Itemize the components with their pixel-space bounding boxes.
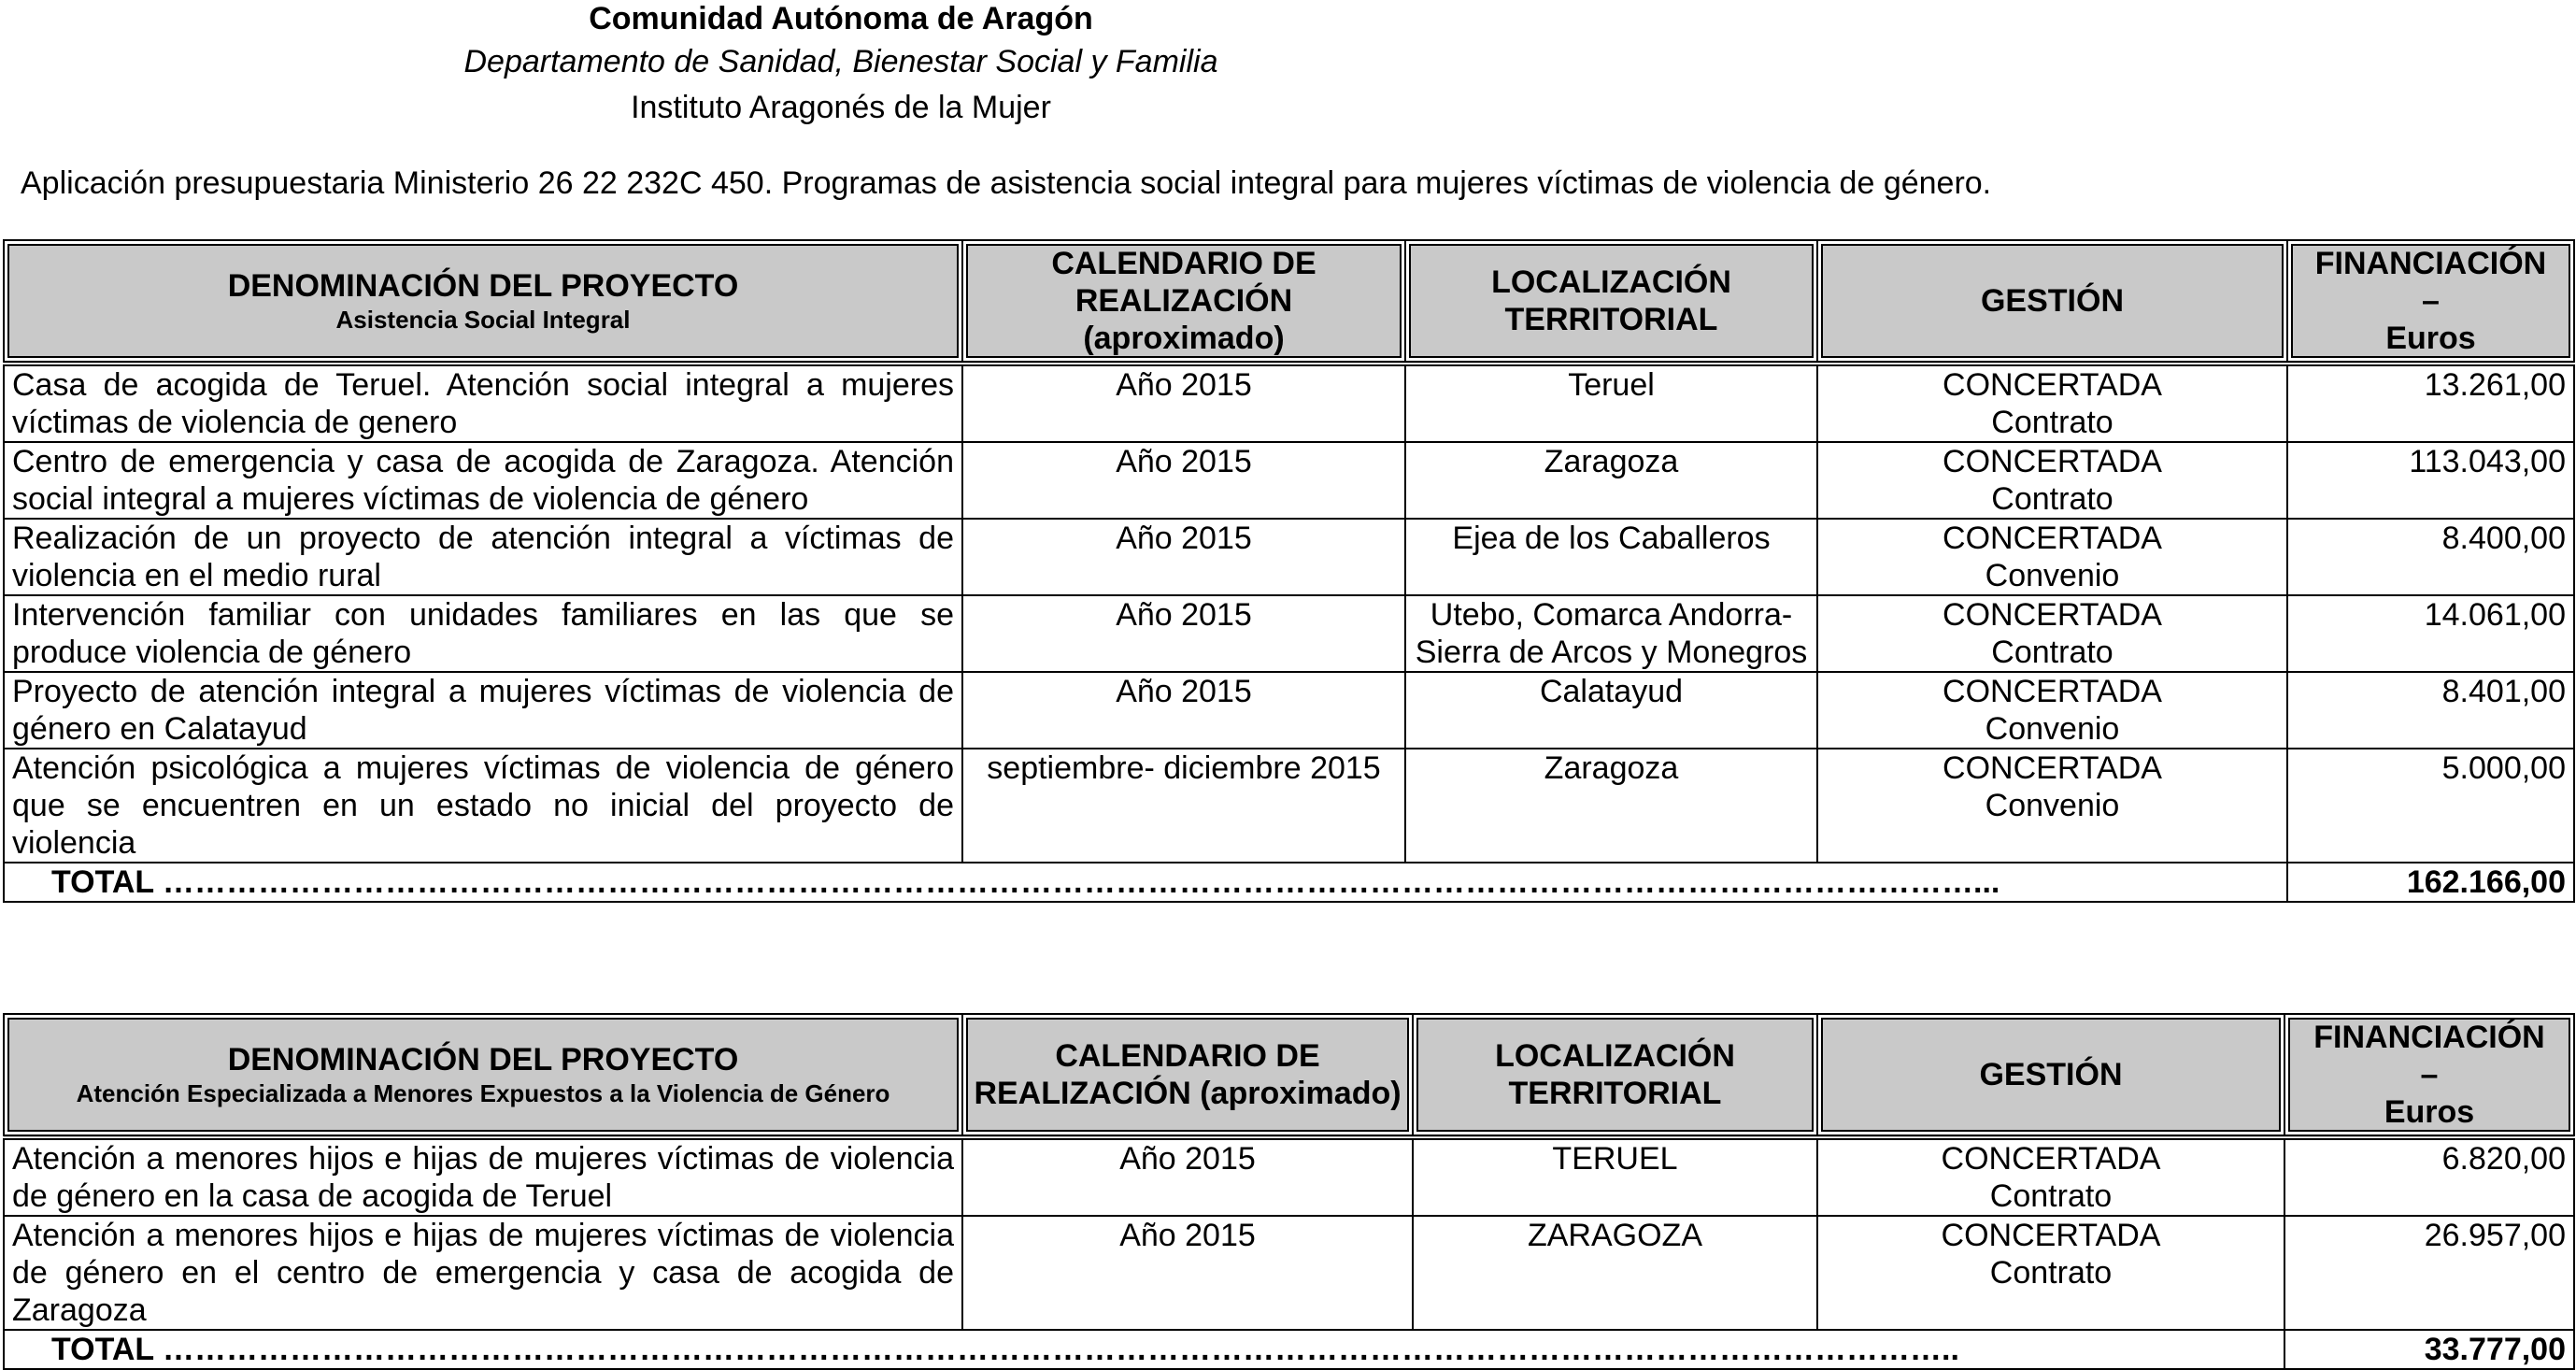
management-mode: CONCERTADA [1941,1141,2161,1177]
table-subtitle: Atención Especializada a Menores Expuestos a la Violencia de Género [76,1079,890,1107]
table-row [4,749,2574,863]
col-header-project [4,1014,962,1137]
total-row [4,1330,2574,1369]
col-header-financing-unit: Euros [2385,321,2476,356]
project-name-cell: Atención a menores hijos e hijas de mujeres víctimas de violencia de género en la casa de acogida de Teruel [4,1137,962,1216]
col-header-management: GESTIÓN [1817,1014,2284,1137]
management-mode: CONCERTADA [1943,521,2162,556]
calendar-cell: Año 2015 [962,519,1405,595]
project-name-cell: Proyecto de atención integral a mujeres víctimas de violencia de género en Calatayud [4,672,962,749]
project-name-cell: Intervención familiar con unidades familiares en las que se produce violencia de género [4,595,962,672]
col-header-financing-dash: – [2420,1057,2439,1092]
total-amount: 162.166,00 [2287,863,2574,902]
col-header-project-label: DENOMINACIÓN DEL PROYECTO [227,268,739,304]
management-type: Contrato [1991,405,2113,440]
amount-cell: 113.043,00 [2287,442,2574,519]
col-header-location: LOCALIZACIÓN TERRITORIAL [1405,240,1817,364]
org-title: Comunidad Autónoma de Aragón [589,1,1093,36]
total-row [4,863,2574,902]
management-type: Contrato [1991,481,2113,517]
location-cell: Teruel [1405,364,1817,442]
amount-cell: 5.000,00 [2287,749,2574,863]
project-name-cell: Casa de acogida de Teruel. Atención social integral a mujeres víctimas de violencia de genero [4,364,962,442]
institute-title: Instituto Aragonés de la Mujer [631,90,1051,125]
location-cell: Calatayud [1405,672,1817,749]
calendar-cell: Año 2015 [962,1216,1413,1330]
col-header-financing [2287,240,2574,364]
total-amount: 33.777,00 [2284,1330,2574,1369]
amount-cell: 6.820,00 [2284,1137,2574,1216]
table-header-row [4,1014,2574,1137]
col-header-project [4,240,962,364]
project-name-cell: Atención a menores hijos e hijas de mujeres víctimas de violencia de género en el centro de emergencia y casa de acogida de Zaragoza [4,1216,962,1330]
management-type: Convenio [1985,558,2120,593]
col-header-calendar: CALENDARIO DE REALIZACIÓN (aproximado) [962,1014,1413,1137]
table-subtitle: Asistencia Social Integral [335,306,631,334]
project-name-cell: Centro de emergencia y casa de acogida de Zaragoza. Atención social integral a mujeres víctimas de violencia de género [4,442,962,519]
table-header-row [4,240,2574,364]
management-type: Convenio [1985,711,2120,747]
total-label: TOTAL ………………………………………………………………………………………………………………………………………………………... [4,863,2287,902]
project-name-cell: Realización de un proyecto de atención integral a víctimas de violencia en el medio rural [4,519,962,595]
calendar-cell: Año 2015 [962,672,1405,749]
col-header-financing-label: FINANCIACIÓN [2313,1020,2545,1055]
management-type: Contrato [1991,635,2113,670]
management-type: Convenio [1985,788,2120,823]
calendar-cell: septiembre- diciembre 2015 [962,749,1405,863]
col-header-project-label: DENOMINACIÓN DEL PROYECTO [227,1042,739,1077]
management-mode: CONCERTADA [1943,367,2162,403]
amount-cell: 14.061,00 [2287,595,2574,672]
col-header-management: GESTIÓN [1817,240,2287,364]
calendar-cell: Año 2015 [962,442,1405,519]
amount-cell: 8.400,00 [2287,519,2574,595]
amount-cell: 26.957,00 [2284,1216,2574,1330]
table-row [4,442,2574,519]
management-cell [1817,595,2287,672]
management-type: Contrato [1989,1255,2113,1291]
table-row [4,672,2574,749]
table-row [4,1216,2574,1330]
col-header-calendar: CALENDARIO DE REALIZACIÓN (aproximado) [962,240,1405,364]
management-cell [1817,1137,2284,1216]
col-header-location: LOCALIZACIÓN TERRITORIAL [1413,1014,1817,1137]
management-cell [1817,442,2287,519]
total-label: TOTAL …………………………………………………………………………………………………………………………………………………….. [4,1330,2284,1369]
location-cell: Ejea de los Caballeros [1405,519,1817,595]
col-header-financing-unit: Euros [2384,1094,2475,1130]
location-cell: Utebo, Comarca Andorra-Sierra de Arcos y Monegros [1405,595,1817,672]
location-cell: Zaragoza [1405,749,1817,863]
col-header-financing-dash: – [2422,283,2440,319]
table-row [4,595,2574,672]
management-mode: CONCERTADA [1943,750,2162,786]
location-cell: TERUEL [1413,1137,1817,1216]
amount-cell: 8.401,00 [2287,672,2574,749]
management-cell [1817,749,2287,863]
budget-intro-text: Aplicación presupuestaria Ministerio 26 22 232C 450. Programas de asistencia social integral para mujeres víctimas de violencia de género. [21,165,1992,201]
management-cell [1817,519,2287,595]
calendar-cell: Año 2015 [962,595,1405,672]
table-body [4,1137,2574,1330]
table-row [4,364,2574,442]
projects-table-minors-attention [3,1013,2575,1370]
projects-table-social-assistance [3,239,2575,903]
project-name-cell: Atención psicológica a mujeres víctimas de violencia de género que se encuentren en un estado no inicial del proyecto de violencia [4,749,962,863]
table-body [4,364,2574,863]
col-header-financing [2284,1014,2574,1137]
management-cell [1817,1216,2284,1330]
calendar-cell: Año 2015 [962,364,1405,442]
amount-cell: 13.261,00 [2287,364,2574,442]
table-row [4,1137,2574,1216]
management-cell [1817,364,2287,442]
location-cell: Zaragoza [1405,442,1817,519]
management-mode: CONCERTADA [1943,674,2162,709]
management-type: Contrato [1989,1178,2113,1214]
col-header-financing-label: FINANCIACIÓN [2314,246,2547,281]
calendar-cell: Año 2015 [962,1137,1413,1216]
management-mode: CONCERTADA [1943,597,2162,633]
location-cell: ZARAGOZA [1413,1216,1817,1330]
table-row [4,519,2574,595]
management-cell [1817,672,2287,749]
department-title: Departamento de Sanidad, Bienestar Social y Familia [463,44,1218,79]
management-mode: CONCERTADA [1941,1218,2161,1253]
management-mode: CONCERTADA [1943,444,2162,479]
